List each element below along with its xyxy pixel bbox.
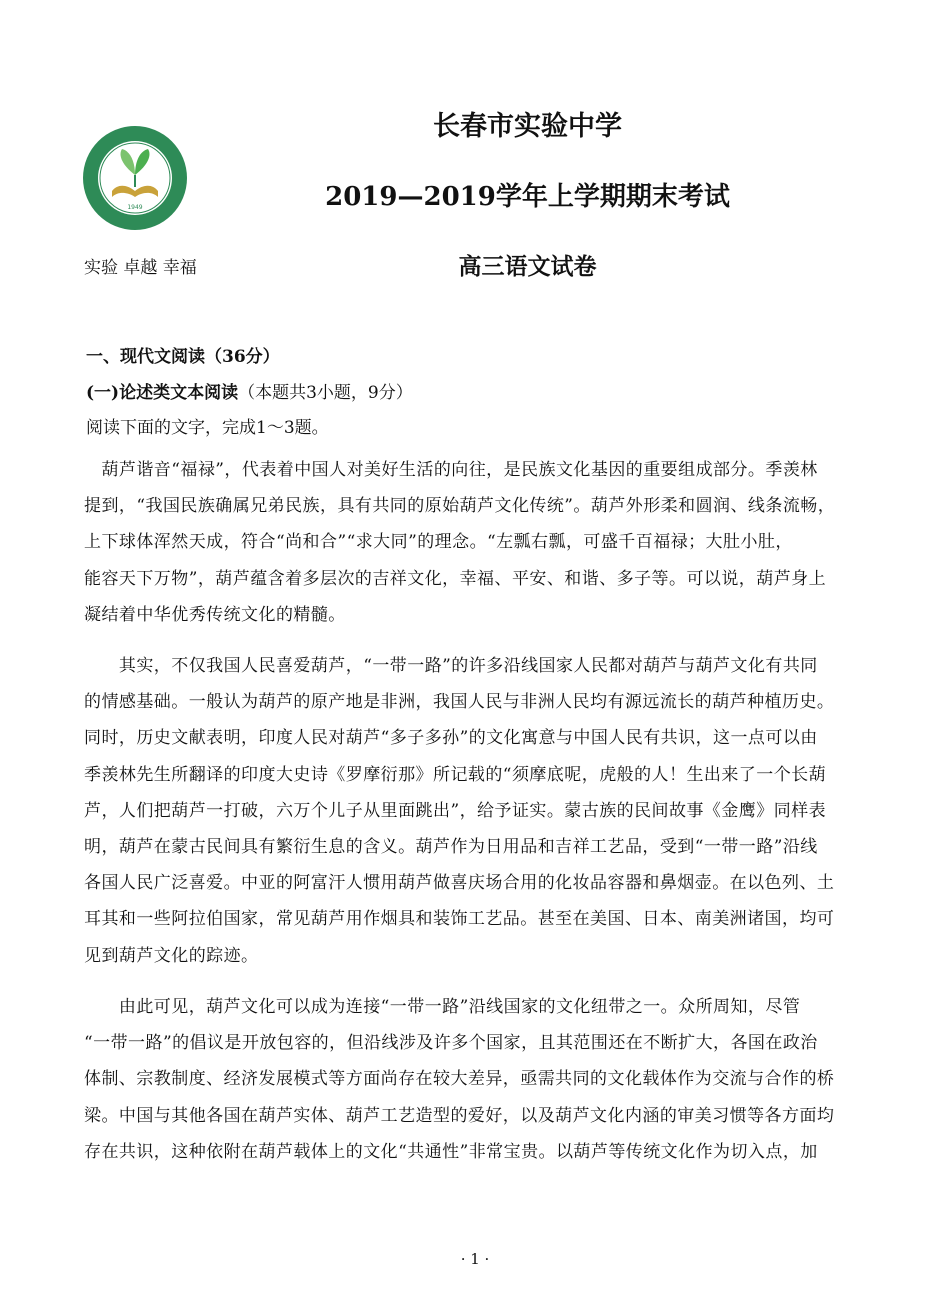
- text-line: 季羡林先生所翻译的印度大史诗《罗摩衍那》所记载的“须摩底呢，虎般的人！生出来了一个长葫: [84, 765, 827, 785]
- text-line: 同时，历史文献表明，印度人民对葫芦“多子多孙”的文化寓意与中国人民有共识，这一点可以由: [84, 728, 818, 748]
- text-line: 见到葫芦文化的踪迹。: [84, 946, 259, 966]
- text-line: “一带一路”的倡议是开放包容的，但沿线涉及许多个国家，且其范围还在不断扩大，各国在政治: [84, 1033, 818, 1053]
- text-line: 的情感基础。一般认为葫芦的原产地是非洲，我国人民与非洲人民均有源远流长的葫芦种植历史。: [84, 692, 835, 712]
- exam-title: 2019—2019学年上学期期末考试: [325, 182, 730, 212]
- page-number: · 1 ·: [460, 1250, 490, 1268]
- school-motto: 实验 卓越 幸福: [84, 258, 197, 278]
- section-title: 一、现代文阅读（36分）: [86, 347, 280, 367]
- text-line: 芦，人们把葫芦一打破，六万个儿子从里面跳出”，给予证实。蒙古族的民间故事《金鹰》同样表: [84, 801, 827, 821]
- paper-title: 高三语文试卷: [458, 253, 597, 280]
- text-line: 葫芦谐音“福禄”，代表着中国人对美好生活的向往，是民族文化基因的重要组成部分。季羡林: [84, 460, 818, 480]
- text-line: 提到，“我国民族确属兄弟民族，具有共同的原始葫芦文化传统”。葫芦外形柔和圆润、线条流畅，: [84, 496, 836, 516]
- logo-year: 1949: [127, 204, 143, 211]
- school-title: 长春市实验中学: [433, 111, 622, 142]
- text-line: 梁。中国与其他各国在葫芦实体、葫芦工艺造型的爱好，以及葫芦文化内涵的审美习惯等各方面均: [84, 1106, 835, 1126]
- instruction: 阅读下面的文字，完成1～3题。: [86, 418, 329, 438]
- text-line: 存在共识，这种依附在葫芦载体上的文化“共通性”非常宝贵。以葫芦等传统文化作为切入点，加: [84, 1142, 818, 1162]
- text-line: 各国人民广泛喜爱。中亚的阿富汗人惯用葫芦做喜庆场合用的化妆品容器和鼻烟壶。在以色列、土: [84, 873, 835, 893]
- text-line: 上下球体浑然天成，符合“尚和合”“求大同”的理念。“左瓢右瓢，可盛千百福禄；大肚小肚，: [84, 532, 793, 552]
- text-line: 其实，不仅我国人民喜爱葫芦，“一带一路”的许多沿线国家人民都对葫芦与葫芦文化有共同: [84, 656, 818, 676]
- text-line: 明，葫芦在蒙古民间具有繁衍生息的含义。葫芦作为日用品和吉祥工艺品，受到“一带一路”沿线: [84, 837, 818, 857]
- subsection-title: [86, 378, 413, 403]
- subsection-bold: (一)论述类文本阅读: [86, 383, 239, 403]
- subsection-note: （本题共3小题，9分）: [238, 383, 413, 403]
- text-line: 体制、宗教制度、经济发展模式等方面尚存在较大差异，亟需共同的文化载体作为交流与合作的桥: [84, 1069, 835, 1089]
- text-line: 由此可见，葫芦文化可以成为连接“一带一路”沿线国家的文化纽带之一。众所周知，尽管: [84, 997, 801, 1017]
- text-line: 能容天下万物”，葫芦蕴含着多层次的吉祥文化，幸福、平安、和谐、多子等。可以说，葫芦身上: [84, 569, 827, 589]
- text-line: 耳其和一些阿拉伯国家，常见葫芦用作烟具和装饰工艺品。甚至在美国、日本、南美洲诸国，均可: [84, 909, 835, 929]
- text-line: 凝结着中华优秀传统文化的精髓。: [84, 605, 346, 625]
